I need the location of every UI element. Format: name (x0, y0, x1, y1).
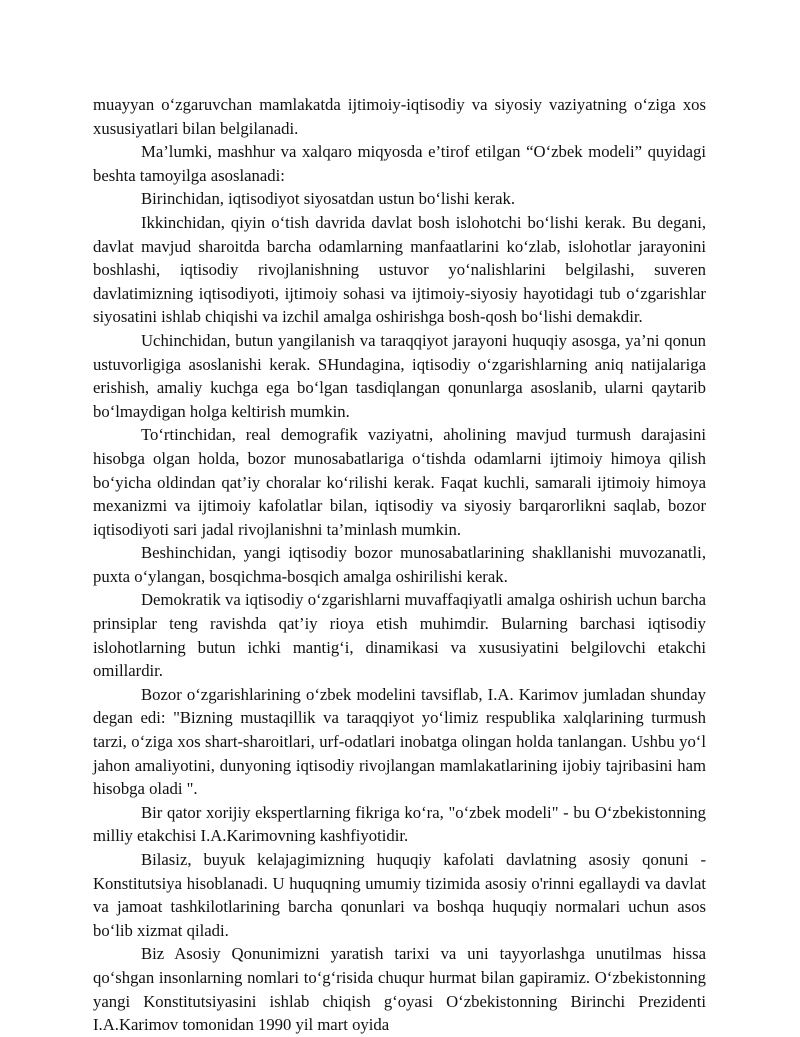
paragraph-6: To‘rtinchidan, real demografik vaziyatni, aholining mavjud turmush darajasini hisobga olgan holda, bozor munosabatlariga o‘tishda odamlarni ijtimoiy himoya qilish bo‘yicha oldindan qat’iy choralar ko‘rilishi kerak. Faqat kuchli, samarali ijtimoiy himoya mexanizmi va ijtimoiy kafolatlar bilan, iqtisodiy va siyosiy barqarorlikni saqlab, bozor iqtisodiyoti sari jadal rivojlanishni ta’minlash mumkin. (93, 425, 706, 539)
paragraph-7: Beshinchidan, yangi iqtisodiy bozor munosabatlarining shakllanishi muvozanatli, puxta o‘ylangan, bosqichma-bosqich amalga oshirilishi kerak. (93, 543, 706, 586)
paragraph-2: Ma’lumki, mashhur va xalqaro miqyosda e’tirof etilgan “O‘zbek modeli” quyidagi beshta tamoyilga asoslanadi: (93, 142, 706, 185)
paragraph-11: Bilasiz, buyuk kelajagimizning huquqiy kafolati davlatning asosiy qonuni - Konstitutsiya hisoblanadi. U huquqning umumiy tizimida asosiy o'rinni egallaydi va davlat va jamoat tashkilotlarining barcha qonunlari va boshqa huquqiy normalari uchun asos bo‘lib xizmat qiladi. (93, 850, 706, 940)
paragraph-1: muayyan o‘zgaruvchan mamlakatda ijtimoiy-iqtisodiy va siyosiy vaziyatning o‘ziga xos xususiyatlari bilan belgilanadi. (93, 95, 706, 138)
paragraph-12: Biz Asosiy Qonunimizni yaratish tarixi va uni tayyorlashga unutilmas hissa qo‘shgan insonlarning nomlari to‘g‘risida chuqur hurmat bilan gapiramiz. O‘zbekistonning yangi Konstitutsiyasini ishlab chiqish g‘oyasi O‘zbekistonning Birinchi Prezidenti I.A.Karimov tomonidan 1990 yil mart oyida (93, 944, 706, 1035)
document-page (93, 93, 706, 1037)
paragraph-5: Uchinchidan, butun yangilanish va taraqqiyot jarayoni huquqiy asosga, ya’ni qonun ustuvorligiga asoslanishi kerak. SHundagina, iqtisodiy o‘zgarishlarning aniq natijalariga erishish, amaliy kuchga ega bo‘lgan tasdiqlangan qonunlarga asoslanib, ularni qaytarib bo‘lmaydigan holga keltirish mumkin. (93, 330, 706, 421)
paragraph-10: Bir qator xorijiy ekspertlarning fikriga ko‘ra, "o‘zbek modeli" - bu O‘zbekistonning milliy etakchisi I.A.Karimovning kashfiyotidir. (93, 802, 706, 846)
paragraph-9: Bozor o‘zgarishlarining o‘zbek modelini tavsiflab, I.A. Karimov jumladan shunday degan edi: "Bizning mustaqillik va taraqqiyot yo‘limiz respublika xalqlarining turmush tarzi, o‘ziga xos shart-sharoitlari, urf-odatlari inobatga olingan holda tanlangan. Ushbu yo‘l jahon amaliyotini, dunyoning iqtisodiy rivojlangan mamlakatlarining ijobiy tajribasini ham hisobga oladi ". (93, 684, 706, 799)
paragraph-3: Birinchidan, iqtisodiyot siyosatdan ustun bo‘lishi kerak. (141, 189, 516, 209)
paragraph-8: Demokratik va iqtisodiy o‘zgarishlarni muvaffaqiyatli amalga oshirish uchun barcha prinsiplar teng ravishda qat’iy rioya etish muhimdir. Bularning barchasi iqtisodiy islohotlarning butun ichki mantig‘i, dinamikasi va xususiyatini belgilovchi etakchi omillardir. (93, 590, 706, 681)
paragraph-4: Ikkinchidan, qiyin o‘tish davrida davlat bosh islohotchi bo‘lishi kerak. Bu degani, davlat mavjud sharoitda barcha odamlarning manfaatlarini ko‘zlab, islohotlar jarayonini boshlashi, iqtisodiy rivojlanishning ustuvor yo‘nalishlarini belgilashi, suveren davlatimizning iqtisodiyoti, ijtimoiy sohasi va ijtimoiy-siyosiy hayotidagi tub o‘zgarishlar siyosatini ishlab chiqishi va izchil amalga oshirishga bosh-qosh bo‘lishi demakdir. (93, 212, 706, 327)
